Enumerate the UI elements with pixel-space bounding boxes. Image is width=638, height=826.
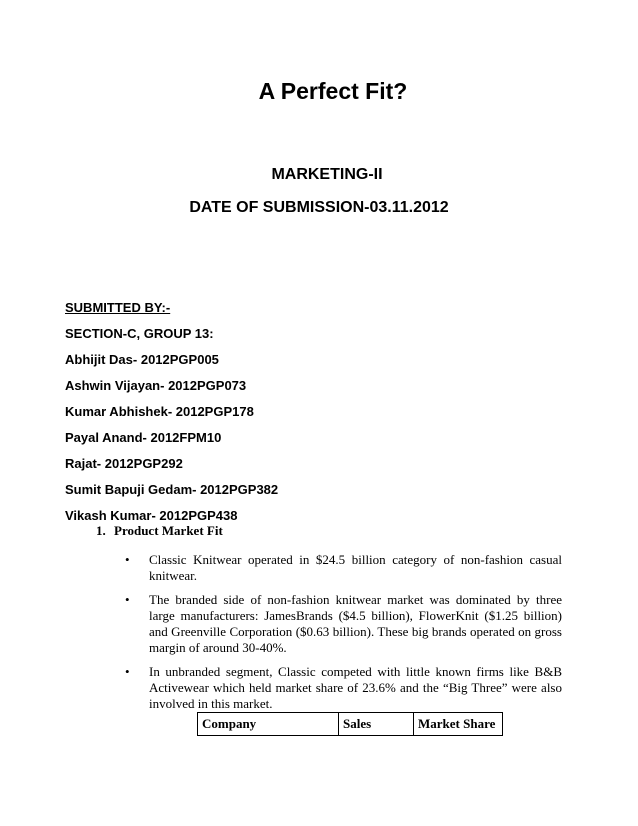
bullet-icon: • <box>125 552 130 567</box>
submitted-by-label: SUBMITTED BY:- <box>65 300 171 315</box>
bullet-text: The branded side of non-fashion knitwear market was dominated by three large manufacturers: JamesBrands ($4.5 billion), FlowerKnit ($1.25 billion) and Greenville Corporation ($0.63 billion). These big brands operated on gross margin of around 30-40%. <box>149 592 562 655</box>
column-header-market-share: Market Share <box>414 713 503 736</box>
section-number: 1. <box>96 523 106 538</box>
section-heading <box>96 523 223 539</box>
bullet-text: In unbranded segment, Classic competed with little known firms like B&B Activewear which held market share of 23.6% and the “Big Three” were also involved in this market. <box>149 664 562 711</box>
bullet-item <box>125 552 562 584</box>
bullet-icon: • <box>125 592 130 607</box>
member-line: Abhijit Das- 2012PGP005 <box>65 352 219 367</box>
member-line: Kumar Abhishek- 2012PGP178 <box>65 404 254 419</box>
submission-date: DATE OF SUBMISSION-03.11.2012 <box>189 199 449 216</box>
course-name: MARKETING-II <box>271 166 383 183</box>
column-header-sales: Sales <box>339 713 414 736</box>
member-line: Payal Anand- 2012FPM10 <box>65 430 222 445</box>
column-header-company: Company <box>198 713 339 736</box>
member-line: Vikash Kumar- 2012PGP438 <box>65 508 238 523</box>
section-group: SECTION-C, GROUP 13: <box>65 326 214 341</box>
bullet-item <box>125 664 562 712</box>
member-line: Rajat- 2012PGP292 <box>65 456 183 471</box>
bullet-icon: • <box>125 664 130 679</box>
document-title: A Perfect Fit? <box>258 78 408 104</box>
bullet-item <box>125 592 562 656</box>
market-share-table <box>197 712 503 736</box>
bullet-text: Classic Knitwear operated in $24.5 billion category of non-fashion casual knitwear. <box>149 552 562 583</box>
member-line: Sumit Bapuji Gedam- 2012PGP382 <box>65 482 279 497</box>
table-header-row <box>198 713 503 736</box>
section-title: Product Market Fit <box>114 523 223 538</box>
member-line: Ashwin Vijayan- 2012PGP073 <box>65 378 247 393</box>
